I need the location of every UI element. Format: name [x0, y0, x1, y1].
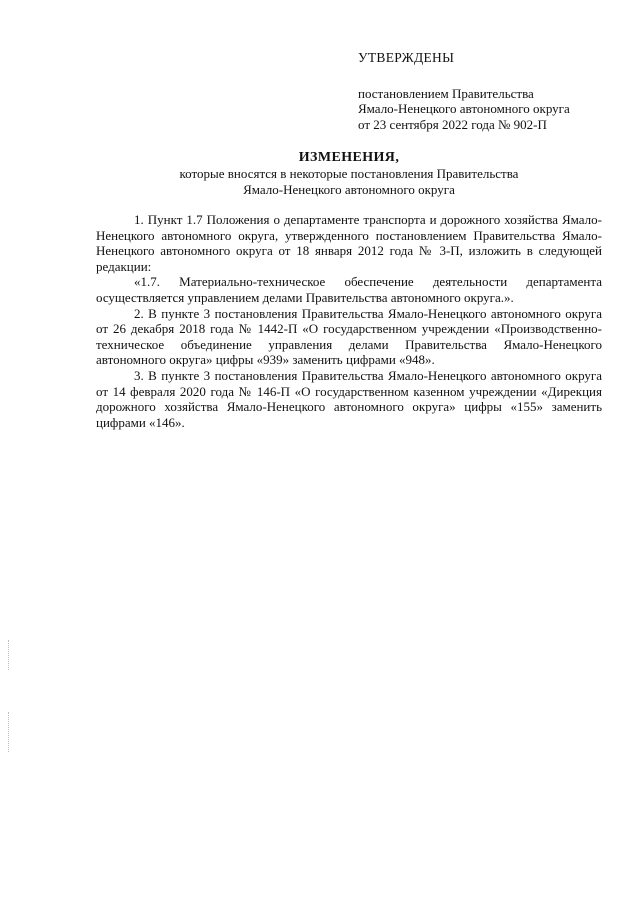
document-title: ИЗМЕНЕНИЯ,	[298, 150, 400, 165]
paragraph-quote: «1.7. Материально-техническое обеспечение деятельности департамента осуществляется управлением делами Правительства автономного округа.».	[96, 274, 602, 305]
approval-heading: УТВЕРЖДЕНЫ	[358, 50, 455, 65]
approval-line: Ямало-Ненецкого автономного округа	[358, 101, 570, 116]
approval-line: от 23 сентября 2022 года № 902-П	[358, 116, 547, 132]
document-subtitle-line: которые вносятся в некоторые постановления Правительства	[179, 166, 519, 181]
document-body	[96, 212, 602, 430]
approval-stamp	[358, 50, 628, 132]
scan-margin-mark	[8, 712, 10, 752]
paragraph-item-1: 1. Пункт 1.7 Положения о департаменте транспорта и дорожного хозяйства Ямало-Ненецкого автономного округа, утвержденного постановлением Правительства Ямало-Ненецкого автономного округа от 18 января 2012 года № 3-П, изложить в следующей редакции:	[96, 212, 602, 274]
paragraph-item-3: 3. В пункте 3 постановления Правительства Ямало-Ненецкого автономного округа от 14 февраля 2020 года № 146-П «О государственном казенном учреждении «Дирекция дорожного хозяйства Ямало-Ненецкого автономного округа» цифры «155» заменить цифрами «146».	[96, 367, 602, 430]
document-subtitle-line: Ямало-Ненецкого автономного округа	[243, 182, 455, 197]
scan-margin-mark	[8, 640, 10, 670]
paragraph-item-2: 2. В пункте 3 постановления Правительства Ямало-Ненецкого автономного округа от 26 декабря 2018 года № 1442-П «О государственном учреждении «Производственно-техническое объединение управления делами Правительства Ямало-Ненецкого автономного округа» цифры «939» заменить цифрами «948».	[96, 305, 602, 368]
document-title-block	[96, 150, 602, 198]
approval-line: постановлением Правительства	[358, 85, 534, 101]
